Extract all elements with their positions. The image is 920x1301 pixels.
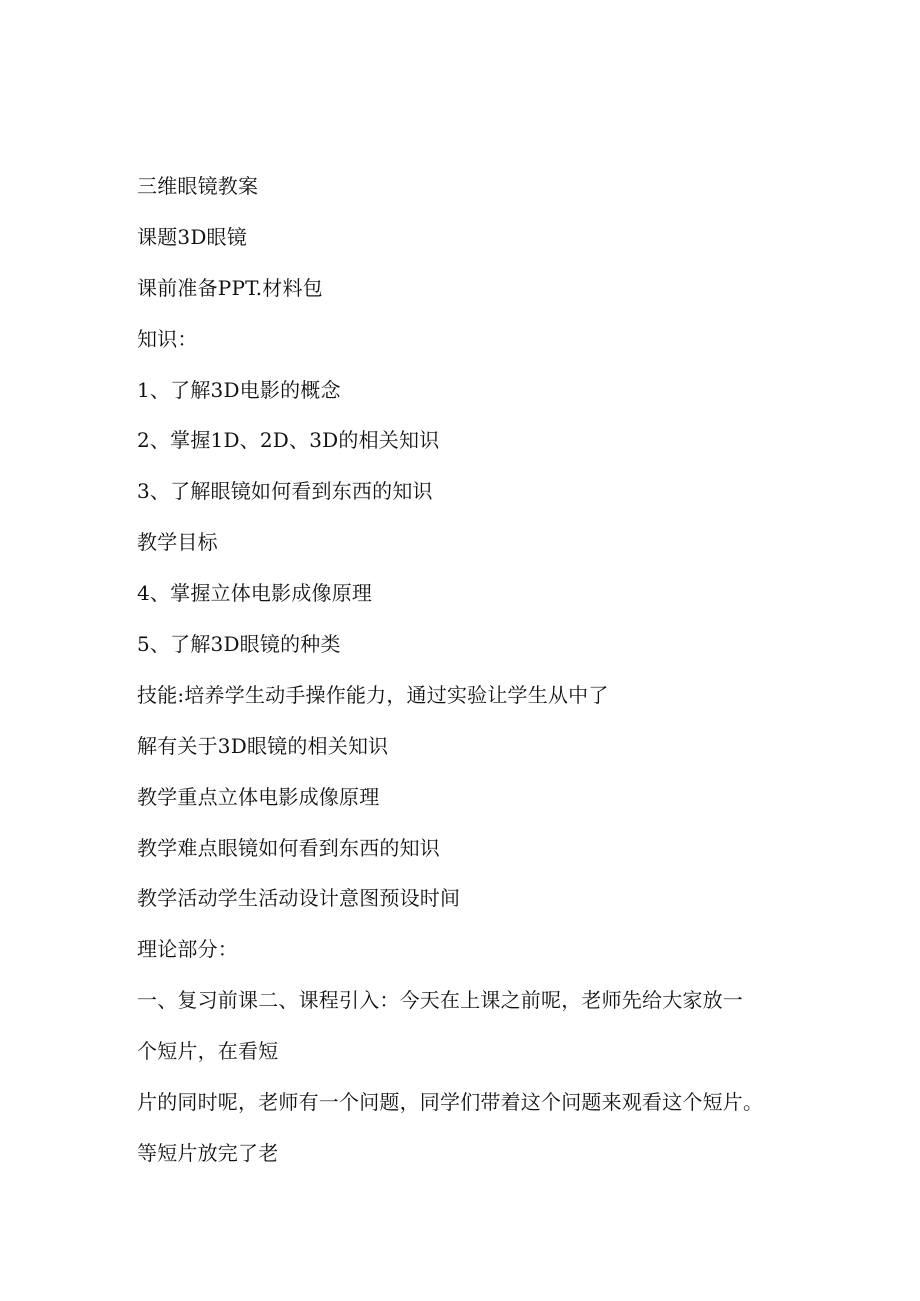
- paragraph-line: 片的同时呢，老师有一个问题，同学们带着这个问题来观看这个短片。: [137, 1090, 764, 1115]
- text-line: 教学重点立体电影成像原理: [137, 784, 380, 809]
- list-item: 1、了解3D电影的概念: [137, 377, 341, 402]
- section-heading: 教学目标: [137, 530, 218, 555]
- paragraph-line: 等短片放完了老: [137, 1140, 279, 1165]
- text-line: 技能:培养学生动手操作能力，通过实验让学生从中了: [137, 682, 609, 707]
- list-item: 4、掌握立体电影成像原理: [137, 581, 373, 606]
- list-item: 2、掌握1D、2D、3D的相关知识: [137, 428, 440, 453]
- text-line: 解有关于3D眼镜的相关知识: [137, 733, 389, 758]
- text-line: 课前准备PPT.材料包: [137, 275, 323, 300]
- section-heading: 理论部分：: [137, 937, 238, 962]
- section-heading: 知识：: [137, 326, 198, 351]
- document-title: 三维眼镜教案: [137, 174, 259, 198]
- list-item: 5、了解3D眼镜的种类: [137, 632, 341, 657]
- text-line: 课题3D眼镜: [137, 224, 247, 249]
- document-body: [137, 171, 837, 1189]
- text-line: 教学难点眼镜如何看到东西的知识: [137, 835, 440, 860]
- text-line: 教学活动学生活动设计意图预设时间: [137, 886, 461, 911]
- paragraph-line: 一、复习前课二、课程引入：今天在上课之前呢，老师先给大家放一: [137, 988, 743, 1013]
- paragraph-line: 个短片，在看短: [137, 1039, 279, 1064]
- list-item: 3、了解眼镜如何看到东西的知识: [137, 479, 433, 504]
